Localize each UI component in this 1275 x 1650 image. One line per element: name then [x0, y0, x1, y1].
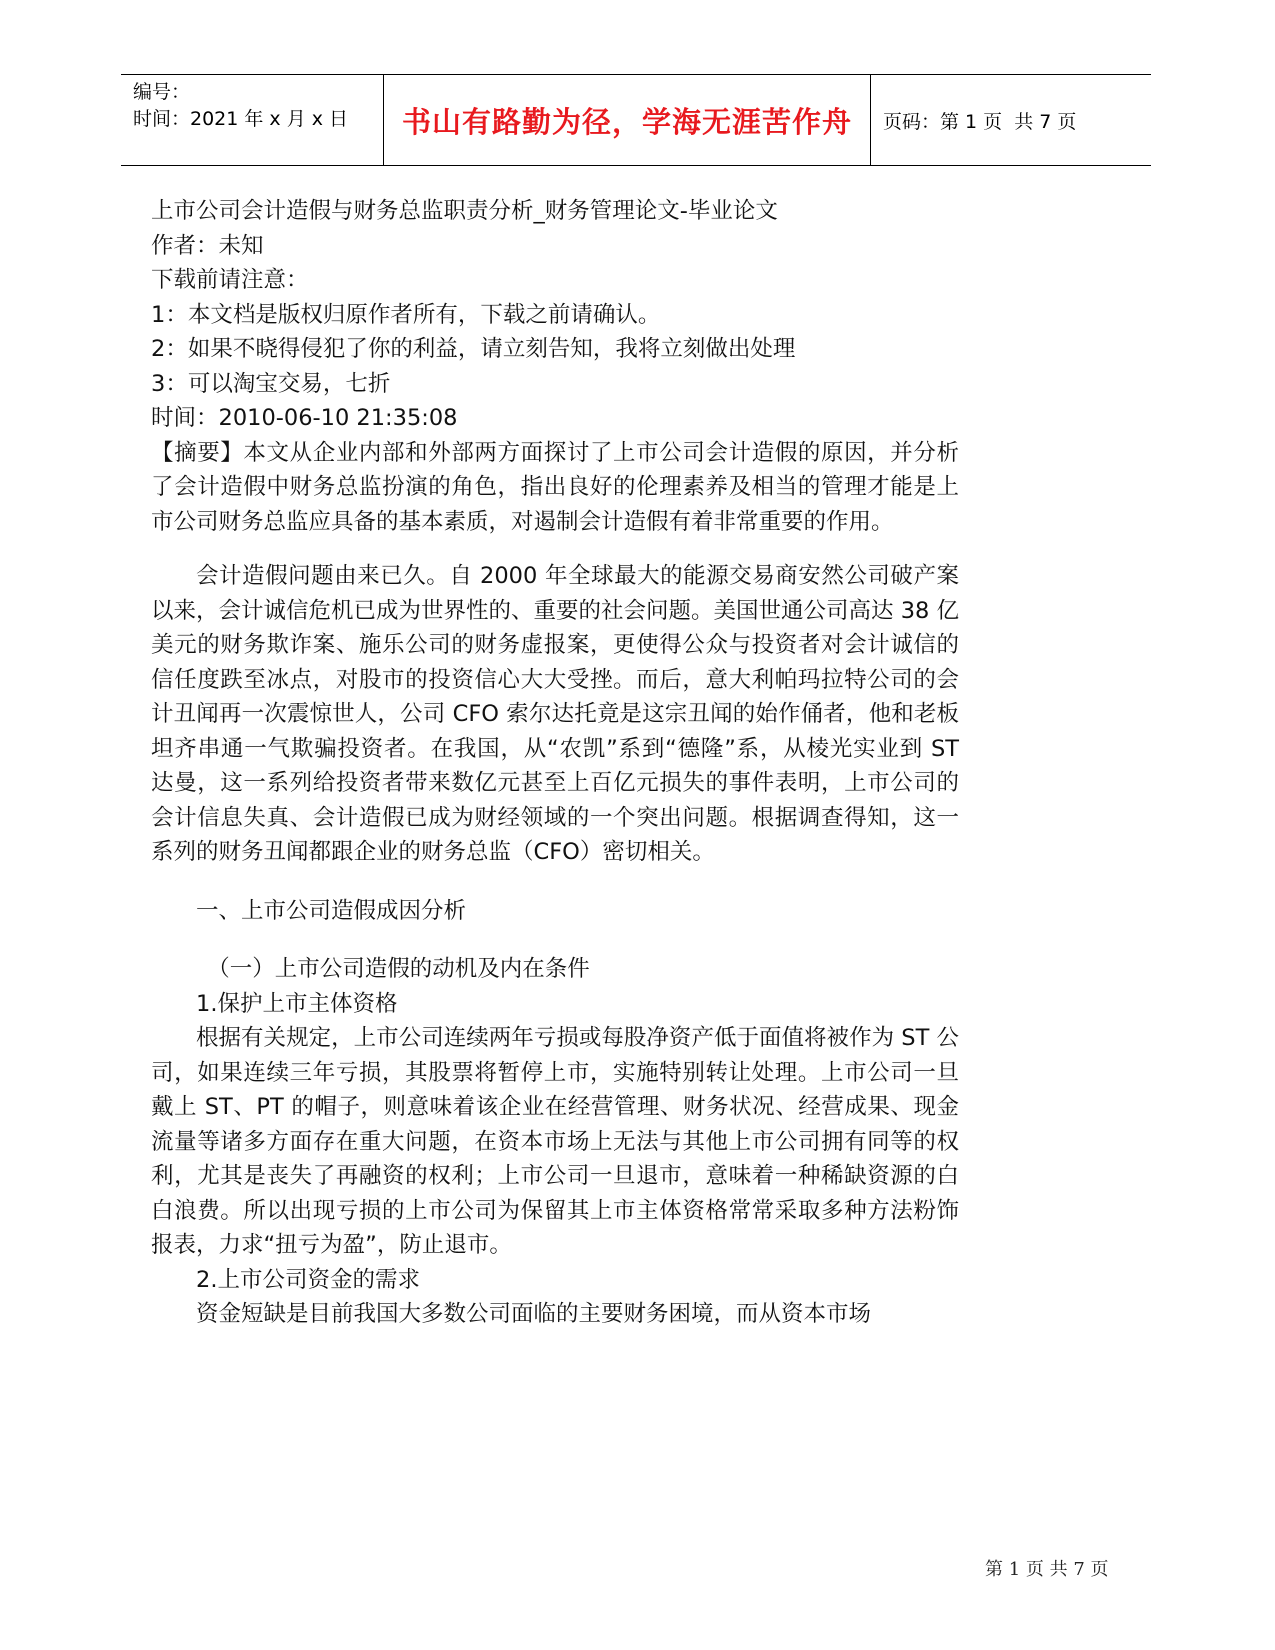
download-notice: 下载前请注意：: [151, 267, 309, 293]
section-heading-1: 一、上市公司造假成因分析: [196, 897, 467, 924]
page-footer: 第 1 页 共 7 页: [985, 1559, 1109, 1580]
item-1-title: 1.保护上市主体资格: [196, 990, 398, 1017]
item-2-title: 2.上市公司资金的需求: [196, 1266, 420, 1293]
header-table: [121, 74, 1151, 166]
notice-item-2: 2：如果不晓得侵犯了你的利益，请立刻告知，我将立刻做出处理: [151, 336, 796, 362]
notice-item-3: 3：可以淘宝交易，七折: [151, 370, 391, 397]
item-2-paragraph: 资金短缺是目前我国大多数公司面临的主要财务困境，而从资本市场: [196, 1301, 872, 1327]
doc-author: 作者：未知: [151, 232, 264, 259]
doc-title: 上市公司会计造假与财务总监职责分析_财务管理论文-毕业论文: [151, 198, 778, 224]
subsection-heading-1: （一）上市公司造假的动机及内在条件: [207, 956, 590, 982]
header-page-label: 页码：第 1 页 共 7 页: [883, 110, 1077, 133]
doc-number-label: 编号：: [133, 81, 191, 103]
header-page-cell: [871, 75, 1151, 165]
header-motto: 书山有路勤为径，学海无涯苦作舟: [384, 75, 871, 165]
document-body: [151, 194, 959, 1332]
intro-paragraph: 会计造假问题由来已久。自 2000 年全球最大的能源交易商安然公司破产案以来，会计诚信危机已成为世界性的、重要的社会问题。美国世通公司高达 38 亿美元的财务欺诈案、施乐公司的财务虚报案，更使得公众与投资者对会计诚信的信任度跌至冰点，对股市的投资信心大大受挫。而后，意大利帕玛拉特公司的会计丑闻再一次震惊世人，公司 CFO 索尔达托竟是这宗丑闻的始作俑者，他和老板坦齐串通一气欺骗投资者。在我国，从“农凯”系到“德隆”系，从棱光实业到 ST 达曼，这一系列给投资者带来数亿元甚至上百亿元损失的事件表明，上市公司的会计信息失真、会计造假已成为财经领域的一个突出问题。根据调查得知，这一系列的财务丑闻都跟企业的财务总监（CFO）密切相关。: [151, 563, 959, 865]
doc-date-label: 时间：2021 年 x 月 x 日: [133, 108, 349, 130]
notice-item-1: 1：本文档是版权归原作者所有，下载之前请确认。: [151, 301, 661, 328]
abstract-paragraph: 【摘要】本文从企业内部和外部两方面探讨了上市公司会计造假的原因，并分析了会计造假中财务总监扮演的角色，指出良好的伦理素养及相当的管理才能是上市公司财务总监应具备的基本素质，对遏制会计造假有着非常重要的作用。: [151, 439, 959, 535]
doc-time: 时间：2010-06-10 21:35:08: [151, 405, 458, 431]
item-1-paragraph: 根据有关规定，上市公司连续两年亏损或每股净资产低于面值将被作为 ST 公司，如果连续三年亏损，其股票将暂停上市，实施特别转让处理。上市公司一旦戴上 ST、PT 的帽子，则意味着该企业在经营管理、财务状况、经营成果、现金流量等诸多方面存在重大问题，在资本市场上无法与其他上市公司拥有同等的权利，尤其是丧失了再融资的权利；上市公司一旦退市，意味着一种稀缺资源的白白浪费。所以出现亏损的上市公司为保留其上市主体资格常常采取多种方法粉饰报表，力求“扭亏为盈”，防止退市。: [151, 1025, 959, 1258]
header-info-cell: [121, 75, 384, 165]
